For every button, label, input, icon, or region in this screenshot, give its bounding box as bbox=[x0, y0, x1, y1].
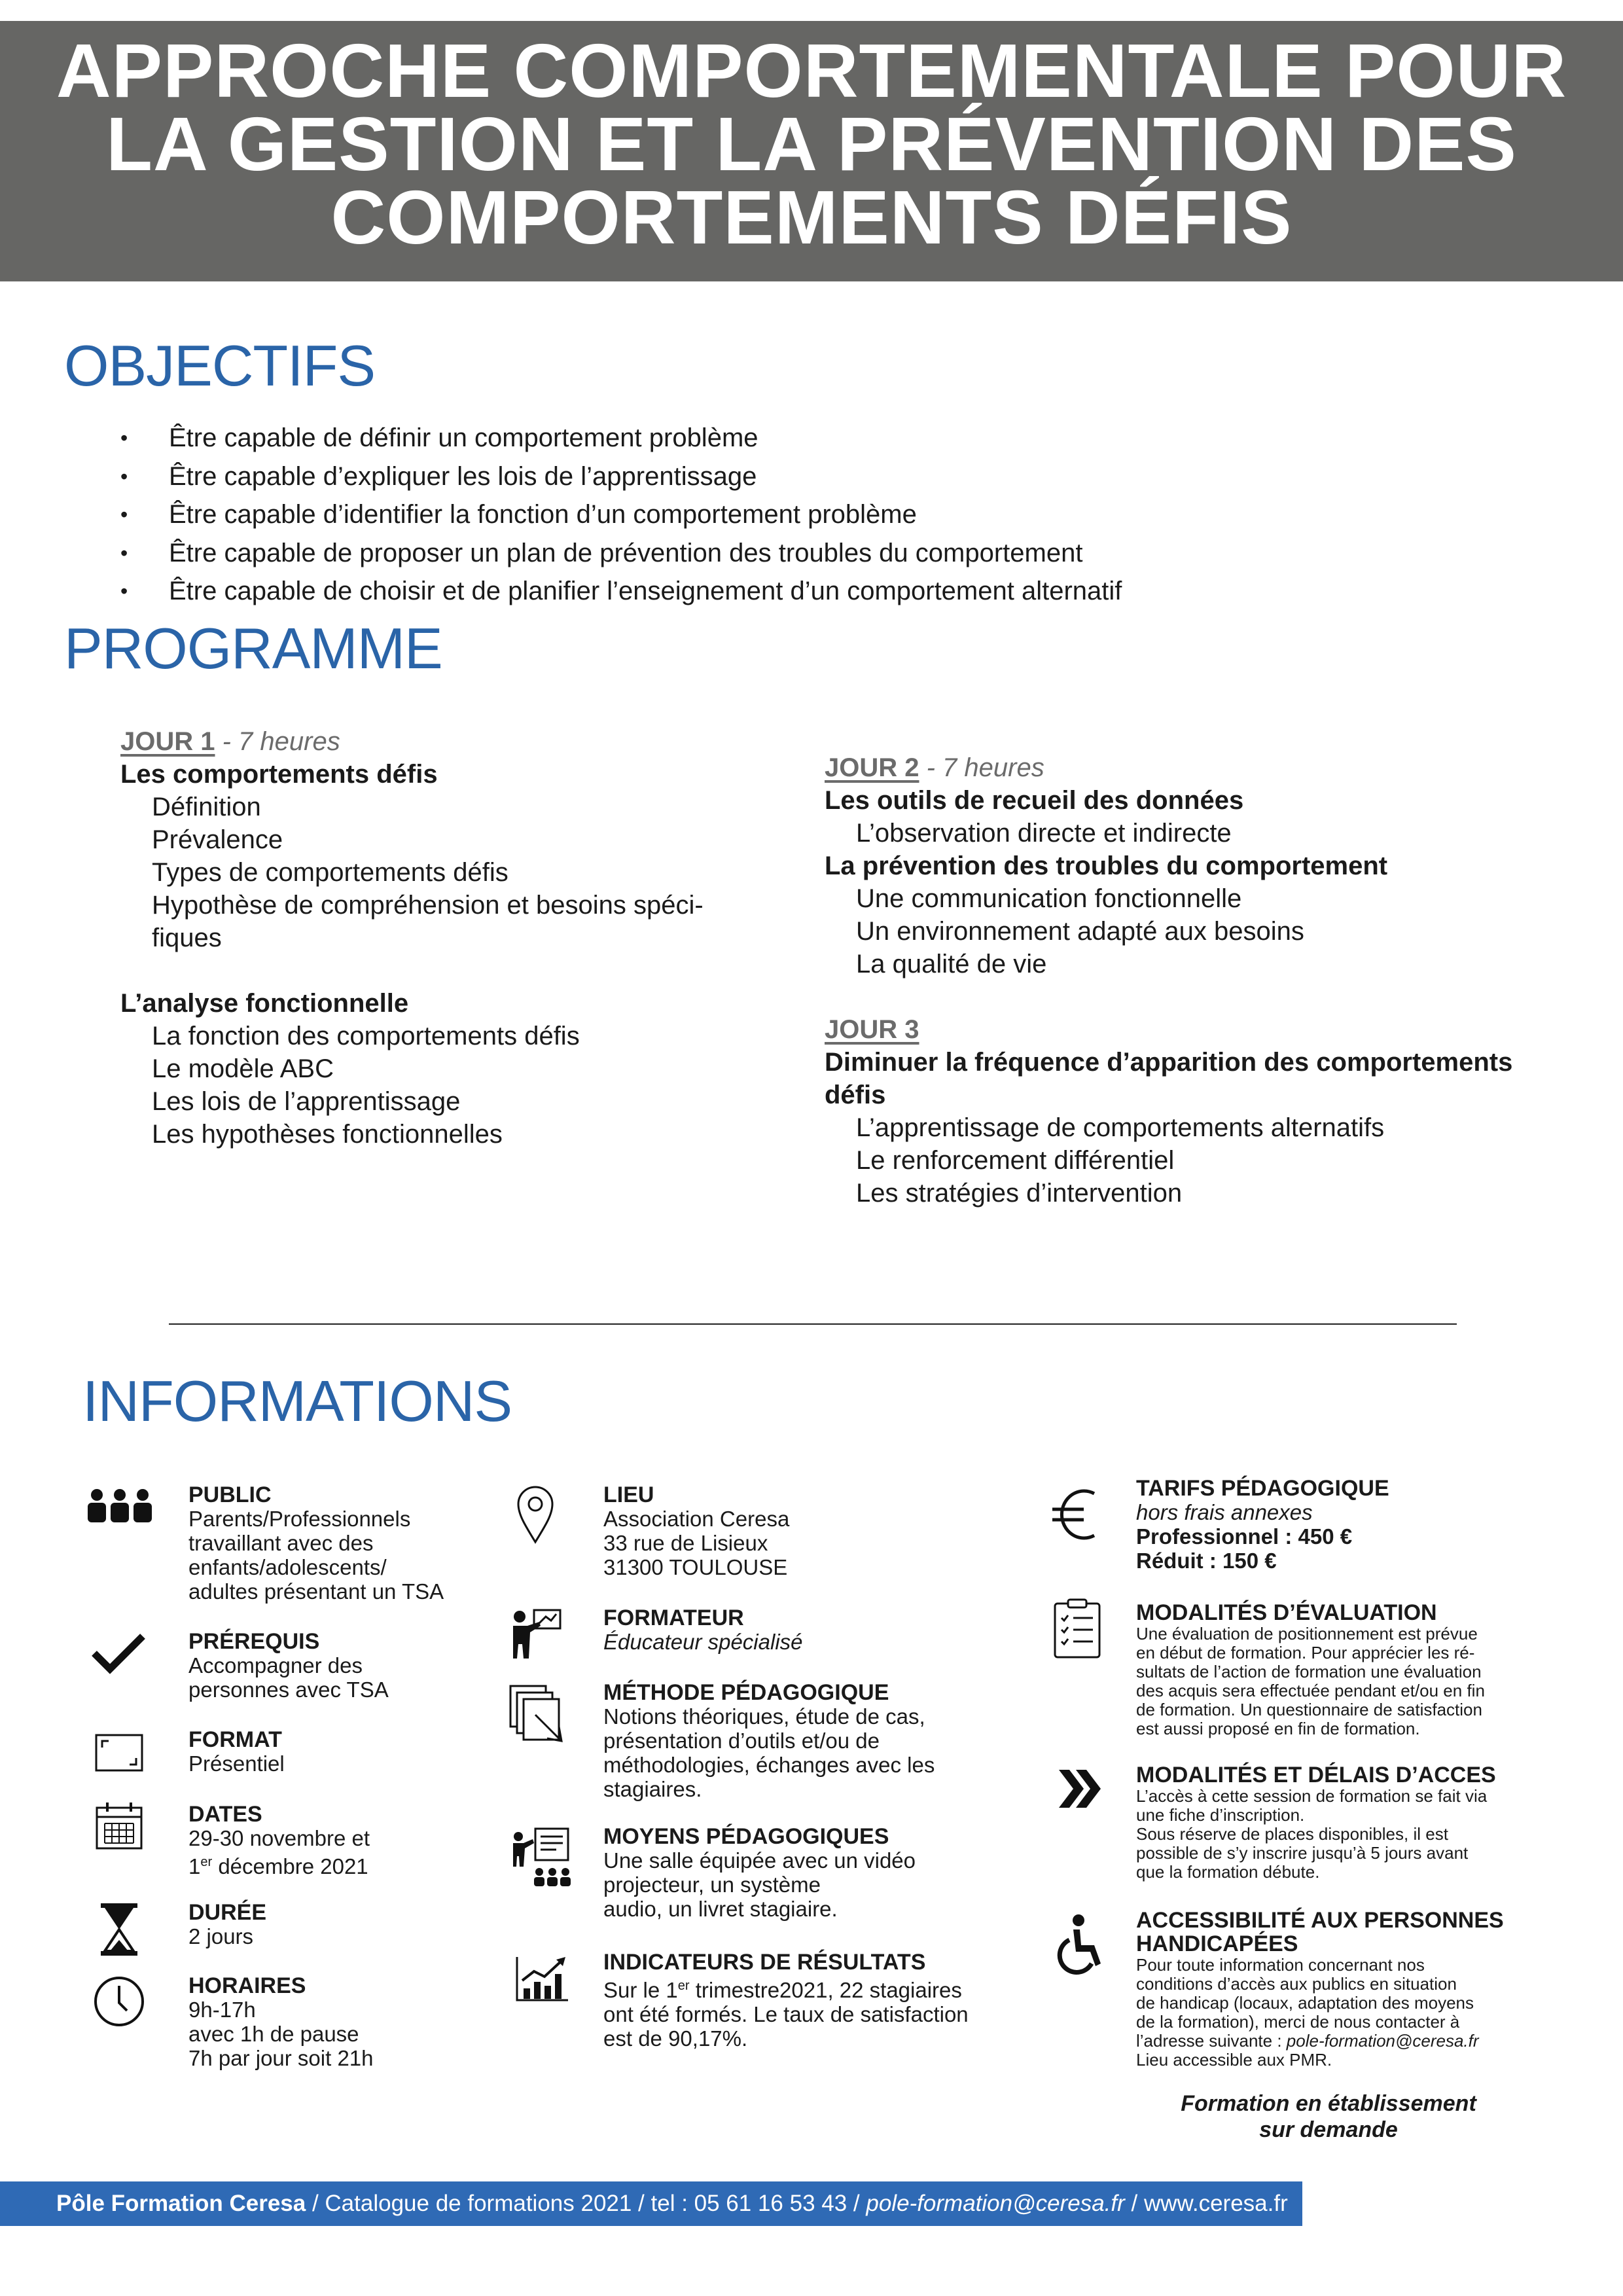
jour1-label: JOUR 1 bbox=[120, 727, 215, 756]
list-item: La fonction des comportements défis bbox=[152, 1022, 580, 1050]
list-item: • Être capable d’identifier la fonction d’un comportement problème bbox=[71, 495, 1510, 534]
calendar-icon bbox=[94, 1801, 144, 1851]
prerequis-block: PRÉREQUIS Accompagner des personnes avec TSA bbox=[188, 1629, 389, 1702]
presentation-icon bbox=[510, 1826, 572, 1888]
lieu-block: LIEU Association Ceresa 33 rue de Lisieux 31300 TOULOUSE bbox=[603, 1482, 790, 1579]
list-item: • Être capable d’expliquer les lois de l’apprentissage bbox=[71, 457, 1510, 496]
section-title: Les comportements défis bbox=[120, 760, 438, 789]
objectifs-list bbox=[71, 419, 1510, 611]
informations-heading: INFORMATIONS bbox=[82, 1369, 512, 1433]
objectifs-heading: OBJECTIFS bbox=[64, 333, 376, 398]
page-title: APPROCHE COMPORTEMENTALE POUR LA GESTION ET LA PRÉVENTION DES COMPORTEMENTS DÉFIS bbox=[56, 28, 1567, 260]
list-item: fiques bbox=[152, 924, 222, 952]
section-title: Les outils de recueil des données bbox=[825, 786, 1244, 815]
list-item: Les stratégies d’intervention bbox=[856, 1179, 1183, 1208]
location-pin-icon bbox=[516, 1486, 555, 1545]
teacher-icon bbox=[510, 1607, 563, 1660]
list-item: Un environnement adapté aux besoins bbox=[856, 917, 1304, 946]
list-item: La qualité de vie bbox=[856, 950, 1047, 978]
formation-note: Formation en établissement sur demande bbox=[1181, 2091, 1476, 2142]
list-item: L’apprentissage de comportements alternatifs bbox=[856, 1113, 1385, 1142]
growth-chart-icon bbox=[514, 1954, 569, 2003]
accessibilite-block: ACCESSIBILITÉ AUX PERSONNES HANDICAPÉES Pour toute information concernant nos conditions d’accès aux publics en situation de handicap (locaux, adaptation des moyens de la formation), merci de nous contacter à l’adresse suivante : pole-formation@ceresa.fr Lieu accessible aux PMR. bbox=[1136, 1908, 1504, 2070]
jour3-label: JOUR 3 bbox=[825, 1015, 919, 1044]
dates-block: DATES 29-30 novembre et 1er décembre 2021 bbox=[188, 1802, 370, 1878]
double-chevron-icon bbox=[1058, 1768, 1103, 1809]
documents-icon bbox=[508, 1683, 567, 1744]
email-link[interactable]: pole-formation@ceresa.fr bbox=[1286, 2031, 1479, 2051]
list-item: L’observation directe et indirecte bbox=[856, 819, 1232, 848]
frame-icon bbox=[94, 1733, 144, 1772]
divider bbox=[169, 1323, 1457, 1325]
horaires-block: HORAIRES 9h-17h avec 1h de pause 7h par jour soit 21h bbox=[188, 1973, 374, 2070]
tarifs-block: TARIFS PÉDAGOGIQUE hors frais annexes Professionnel : 450 € Réduit : 150 € bbox=[1136, 1476, 1389, 1573]
list-item: Définition bbox=[152, 793, 261, 821]
programme-heading: PROGRAMME bbox=[64, 616, 442, 681]
group-icon bbox=[85, 1488, 154, 1525]
jour2-hours: - 7 heures bbox=[919, 753, 1044, 782]
indicateurs-block: INDICATEURS DE RÉSULTATS Sur le 1er trimestre2021, 22 stagiaires ont été formés. Le taux de satisfaction est de 90,17%. bbox=[603, 1950, 969, 2051]
wheelchair-icon bbox=[1055, 1914, 1107, 1977]
format-block: FORMAT Présentiel bbox=[188, 1727, 285, 1776]
list-item: • Être capable de définir un comportement problème bbox=[71, 419, 1510, 457]
moyens-block: MOYENS PÉDAGOGIQUES Une salle équipée avec un vidéo projecteur, un système audio, un livret stagiaire. bbox=[603, 1824, 916, 1921]
jour1-hours: - 7 heures bbox=[215, 727, 340, 756]
list-item: Une communication fonctionnelle bbox=[856, 884, 1242, 913]
list-item: Hypothèse de compréhension et besoins spéci- bbox=[152, 891, 704, 920]
list-item: • Être capable de choisir et de planifier l’enseignement d’un comportement alternatif bbox=[71, 572, 1510, 611]
list-item: Types de comportements défis bbox=[152, 858, 508, 887]
programme-jour2 bbox=[825, 751, 1597, 1210]
list-item: Le modèle ABC bbox=[152, 1054, 334, 1083]
jour2-label: JOUR 2 bbox=[825, 753, 919, 782]
clock-icon bbox=[93, 1975, 145, 2028]
programme-jour1 bbox=[120, 725, 775, 1151]
footer: Pôle Formation Ceresa / Catalogue de formations 2021 / tel : 05 61 16 53 43 / pole-formation@ceresa.fr / www.ceresa.fr bbox=[56, 2191, 1288, 2216]
section-title: Diminuer la fréquence d’apparition des comportements bbox=[825, 1048, 1513, 1077]
hourglass-icon bbox=[99, 1902, 139, 1957]
list-item: • Être capable de proposer un plan de prévention des troubles du comportement bbox=[71, 534, 1510, 573]
list-item: Prévalence bbox=[152, 825, 283, 854]
footer-brand: Pôle Formation Ceresa bbox=[56, 2191, 306, 2216]
public-block: PUBLIC Parents/Professionnels travaillant avec des enfants/adolescents/ adultes présentant un TSA bbox=[188, 1482, 444, 1604]
section-title: La prévention des troubles du comportement bbox=[825, 852, 1388, 880]
formateur-block: FORMATEUR Éducateur spécialisé bbox=[603, 1605, 803, 1654]
duree-block: DURÉE 2 jours bbox=[188, 1900, 267, 1948]
list-item: Les lois de l’apprentissage bbox=[152, 1087, 461, 1116]
list-item: Les hypothèses fonctionnelles bbox=[152, 1120, 503, 1149]
footer-email-link[interactable]: pole-formation@ceresa.fr bbox=[866, 2191, 1125, 2216]
methode-block: MÉTHODE PÉDAGOGIQUE Notions théoriques, étude de cas, présentation d’outils et/ou de méthodologies, échanges avec les stagiaires. bbox=[603, 1680, 935, 1801]
euro-icon bbox=[1051, 1483, 1101, 1546]
acces-block: MODALITÉS ET DÉLAIS D’ACCES L’accès à cette session de formation se fait via une fiche d’inscription. Sous réserve de places disponibles, il est possible de s’y inscrire jusqu’à 5 jours avant que la formation débute. bbox=[1136, 1763, 1496, 1882]
section-title: défis bbox=[825, 1081, 886, 1109]
checkmark-icon bbox=[90, 1631, 147, 1676]
evaluation-block: MODALITÉS D’ÉVALUATION Une évaluation de positionnement est prévue en début de formation. Pour apprécier les ré- sultats de l’action de formation une évaluation des acquis sera effectuée pendant et/ou en fin de formation. Un questionnaire de satisfaction est aussi proposé en fin de formation. bbox=[1136, 1600, 1485, 1738]
clipboard-checklist-icon bbox=[1052, 1597, 1102, 1660]
section-title: L’analyse fonctionnelle bbox=[120, 989, 409, 1018]
list-item: Le renforcement différentiel bbox=[856, 1146, 1175, 1175]
